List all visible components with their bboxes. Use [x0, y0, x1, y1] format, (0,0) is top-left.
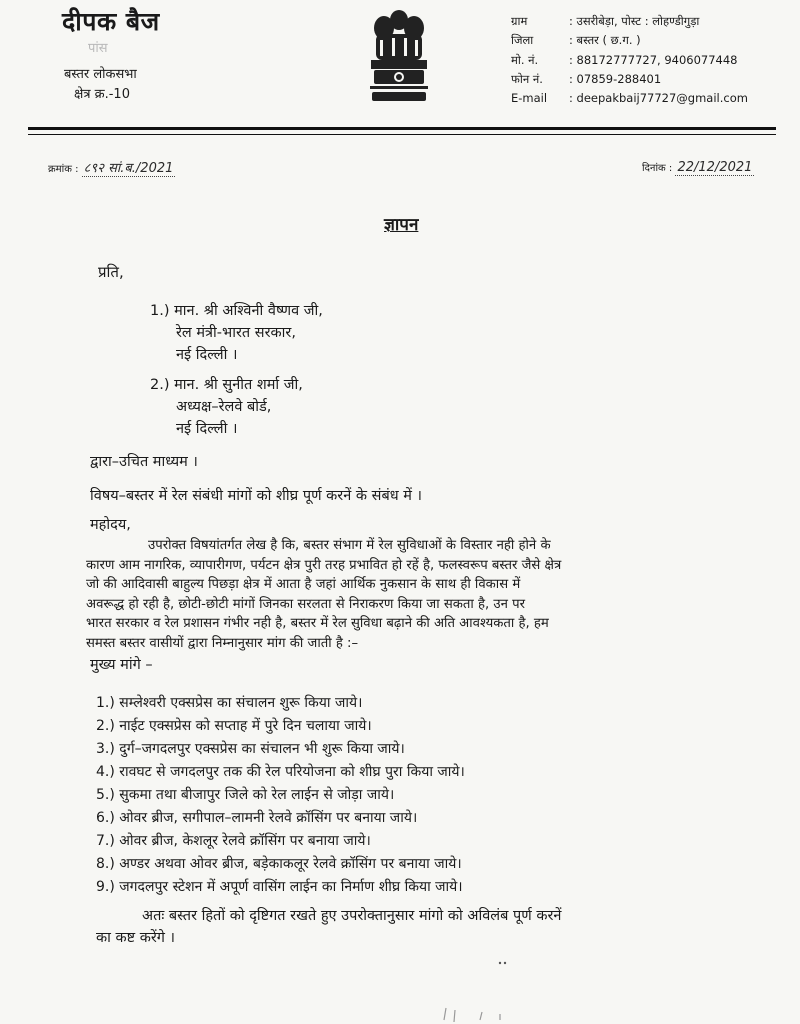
addressee-2 — [150, 374, 303, 440]
contact-email — [511, 89, 748, 108]
constituency-line2: क्षेत्र क्र.-10 — [74, 87, 130, 102]
date-label: दिनांक : — [642, 163, 673, 174]
header-divider-thin — [28, 134, 776, 135]
contact-label: जिला — [511, 33, 534, 48]
contact-block — [511, 12, 748, 108]
paragraph-line: भारत सरकार व रेल प्रशासन गंभीर नही है, बस्तर में रेल सुविधा बढ़ाने की अति आवश्यकता है, हम — [86, 616, 549, 632]
contact-phone — [511, 70, 748, 89]
contact-value: : deepakbaij77727@gmail.com — [569, 91, 748, 106]
demand-item: 3.) दुर्ग–जगदलपुर एक्सप्रेस का संचालन भी शुरू किया जाये। — [96, 741, 405, 757]
demand-item: 6.) ओवर ब्रीज, सगीपाल–लामनी रेलवे क्रॉसिंग पर बनाया जाये। — [96, 810, 418, 826]
dots-mark-icon — [498, 960, 508, 966]
demand-item: 8.) अण्डर अथवा ओवर ब्रीज, बड़ेकाकलूर रेलवे क्रॉसिंग पर बनाया जाये। — [96, 856, 462, 872]
conclusion-line: अतः बस्तर हितों को दृष्टिगत रखते हुए उपरोक्तानुसार मांगो को अविलंब पूर्ण करनें — [142, 908, 562, 924]
addressee-line: रेल मंत्री-भारत सरकार, — [176, 325, 296, 341]
letter-date — [642, 160, 754, 175]
contact-value: : 88172777727, 9406077448 — [569, 52, 738, 67]
demand-item: 5.) सुकमा तथा बीजापुर जिले को रेल लाईन से जोड़ा जाये। — [96, 787, 395, 803]
through-line: द्वारा–उचित माध्यम । — [90, 454, 198, 470]
contact-value: : 07859-288401 — [569, 71, 662, 86]
signature-mark-icon — [440, 990, 540, 1024]
date-value: 22/12/2021 — [677, 160, 753, 175]
paragraph-line: जो की आदिवासी बाहुल्य पिछड़ा क्षेत्र में आता है जहां आर्थिक नुकसान के साथ ही विकास में — [86, 577, 521, 593]
state-emblem-icon — [362, 6, 436, 106]
subject-line: विषय–बस्तर में रेल संबंधी मांगों को शीघ्र पूर्ण करनें के संबंध में । — [90, 488, 423, 504]
contact-mobile — [511, 51, 748, 70]
reference-value: ८९२ सां.ब./2021 — [83, 161, 174, 176]
greeting: महोदय, — [90, 517, 131, 533]
paragraph-line: उपरोक्त विषयांतर्गत लेख है कि, बस्तर संभाग में रेल सुविधाओं के विस्तार नही होने के — [148, 538, 551, 553]
contact-label: मो. नं. — [511, 52, 539, 67]
sender-name: दीपक बैज — [62, 7, 160, 36]
demand-item: 2.) नाईट एक्सप्रेस को सप्ताह में पुरे दिन चलाया जाये। — [96, 718, 372, 734]
faded-designation: पांस — [88, 41, 108, 56]
salutation-to: प्रति, — [98, 263, 124, 281]
contact-label: फोन नं. — [511, 71, 543, 86]
conclusion — [96, 905, 736, 949]
addressee-line: 2.) मान. श्री सुनीत शर्मा जी, — [150, 377, 303, 393]
constituency-line1: बस्तर लोकसभा — [64, 67, 137, 82]
contact-value: : बस्तर ( छ.ग. ) — [569, 33, 641, 48]
contact-label: ग्राम — [511, 14, 528, 28]
addressee-1 — [150, 300, 323, 366]
contact-village — [511, 12, 748, 31]
addressee-line: 1.) मान. श्री अश्विनी वैष्णव जी, — [150, 303, 323, 319]
contact-label: E-mail — [511, 91, 548, 106]
addressee-line: नई दिल्ली । — [176, 347, 238, 363]
body-paragraph — [86, 536, 736, 654]
document-title: ज्ञापन — [384, 215, 419, 235]
addressee-line: अध्यक्ष–रेलवे बोर्ड, — [176, 399, 272, 415]
demands-heading: मुख्य मांगे – — [90, 657, 153, 673]
paragraph-line: समस्त बस्तर वासीयों द्वारा निम्नानुसार मांग की जाती है :– — [86, 635, 359, 651]
header-divider-thick — [28, 127, 776, 130]
demands-list — [96, 692, 465, 899]
contact-value: : उसरीबेड़ा, पोस्ट : लोहण्डीगुड़ा — [569, 14, 700, 28]
paragraph-line: अवरूद्ध हो रही है, छोटी-छोटी मांगों जिनका सरलता से निराकरण किया जा सकता है, उन पर — [86, 596, 526, 612]
demand-item: 9.) जगदलपुर स्टेशन में अपूर्ण वासिंग लाईन का निर्माण शीघ्र किया जाये। — [96, 879, 463, 895]
demand-item: 1.) सम्लेश्वरी एक्सप्रेस का संचालन शुरू किया जाये। — [96, 695, 363, 711]
conclusion-line: का कष्ट करेंगे । — [96, 930, 176, 946]
demand-item: 4.) रावघट से जगदलपुर तक की रेल परियोजना को शीघ्र पुरा किया जाये। — [96, 764, 465, 780]
addressee-line: नई दिल्ली । — [176, 421, 238, 437]
reference-label: क्रमांक : — [48, 164, 79, 175]
contact-district — [511, 31, 748, 50]
reference-number — [48, 158, 175, 176]
demand-item: 7.) ओवर ब्रीज, केशलूर रेलवे क्रॉसिंग पर बनाया जाये। — [96, 833, 371, 849]
paragraph-line: कारण आम नागरिक, व्यापारीगण, पर्यटन क्षेत्र पुरी तरह प्रभावित हो रहें है, फलस्वरूप बस्तर जैसे क्षेत्र — [86, 557, 562, 573]
